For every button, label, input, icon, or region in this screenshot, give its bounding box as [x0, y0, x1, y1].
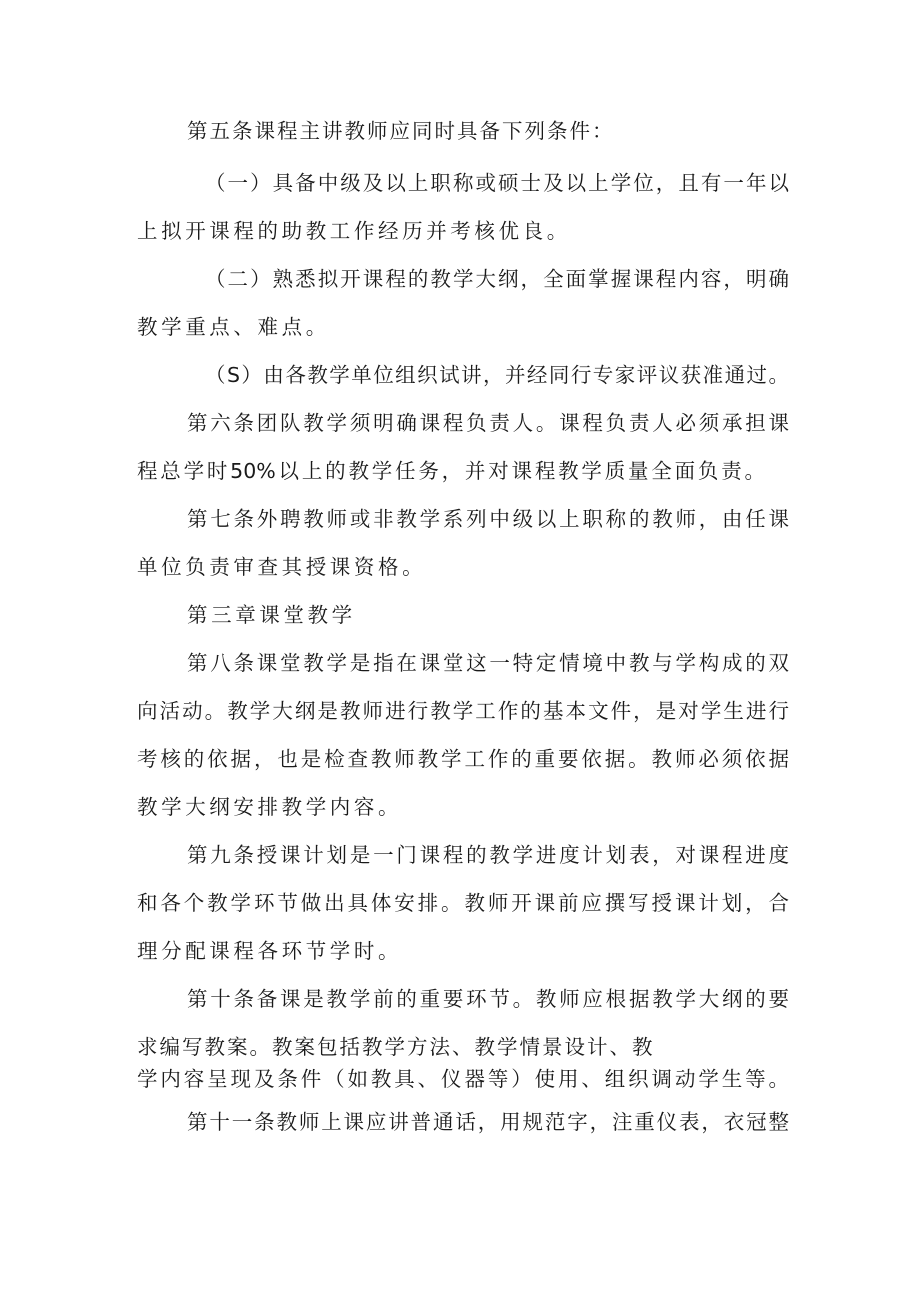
article-9-line-1: 第九条授课计划是一门课程的教学进度计划表，对课程进度 [187, 843, 789, 867]
article-8-line-3: 考核的依据，也是检查教师教学工作的重要依据。教师必须依据 [137, 747, 789, 771]
article-5-heading: 第五条课程主讲教师应同时具备下列条件： [187, 119, 615, 143]
article-5-item-2-line-1: （二）熟悉拟开课程的教学大纲，全面掌握课程内容，明确 [205, 267, 789, 291]
article-9-line-3: 理分配课程各环节学时。 [137, 939, 403, 963]
article-5-item-1-line-1: （一）具备中级及以上职称或硕士及以上学位，且有一年以 [205, 171, 789, 195]
chapter-3-heading: 第三章课堂教学 [187, 603, 356, 627]
article-8-line-1: 第八条课堂教学是指在课堂这一特定情境中教与学构成的双 [187, 651, 789, 675]
article-5-item-3: （S）由各教学单位组织试讲，并经同行专家评议获准通过。 [205, 363, 789, 387]
article-9-line-2: 和各个教学环节做出具体安排。教师开课前应撰写授课计划，合 [137, 891, 789, 915]
article-6-line-2: 程总学时50%以上的教学任务，并对课程教学质量全面负责。 [137, 459, 765, 483]
article-8-line-2: 向活动。教学大纲是教师进行教学工作的基本文件，是对学生进行 [137, 699, 789, 723]
article-10-line-1: 第十条备课是教学前的重要环节。教师应根据教学大纲的要 [187, 987, 789, 1011]
article-8-line-4: 教学大纲安排教学内容。 [137, 795, 403, 819]
article-7-line-2: 单位负责审查其授课资格。 [137, 555, 427, 579]
article-6-line-1: 第六条团队教学须明确课程负责人。课程负责人必须承担课 [187, 411, 789, 435]
article-5-item-2-line-2: 教学重点、难点。 [137, 315, 330, 339]
article-10-line-2: 求编写教案。教案包括教学方法、教学情景设计、教 [137, 1035, 655, 1059]
article-11-line-1: 第十一条教师上课应讲普通话，用规范字，注重仪表，衣冠整 [187, 1110, 789, 1134]
article-5-item-1-line-2: 上拟开课程的助教工作经历并考核优良。 [137, 219, 571, 243]
article-7-line-1: 第七条外聘教师或非教学系列中级以上职称的教师，由任课 [187, 507, 789, 531]
article-10-line-3: 学内容呈现及条件（如教具、仪器等）使用、组织调动学生等。 [137, 1067, 789, 1091]
